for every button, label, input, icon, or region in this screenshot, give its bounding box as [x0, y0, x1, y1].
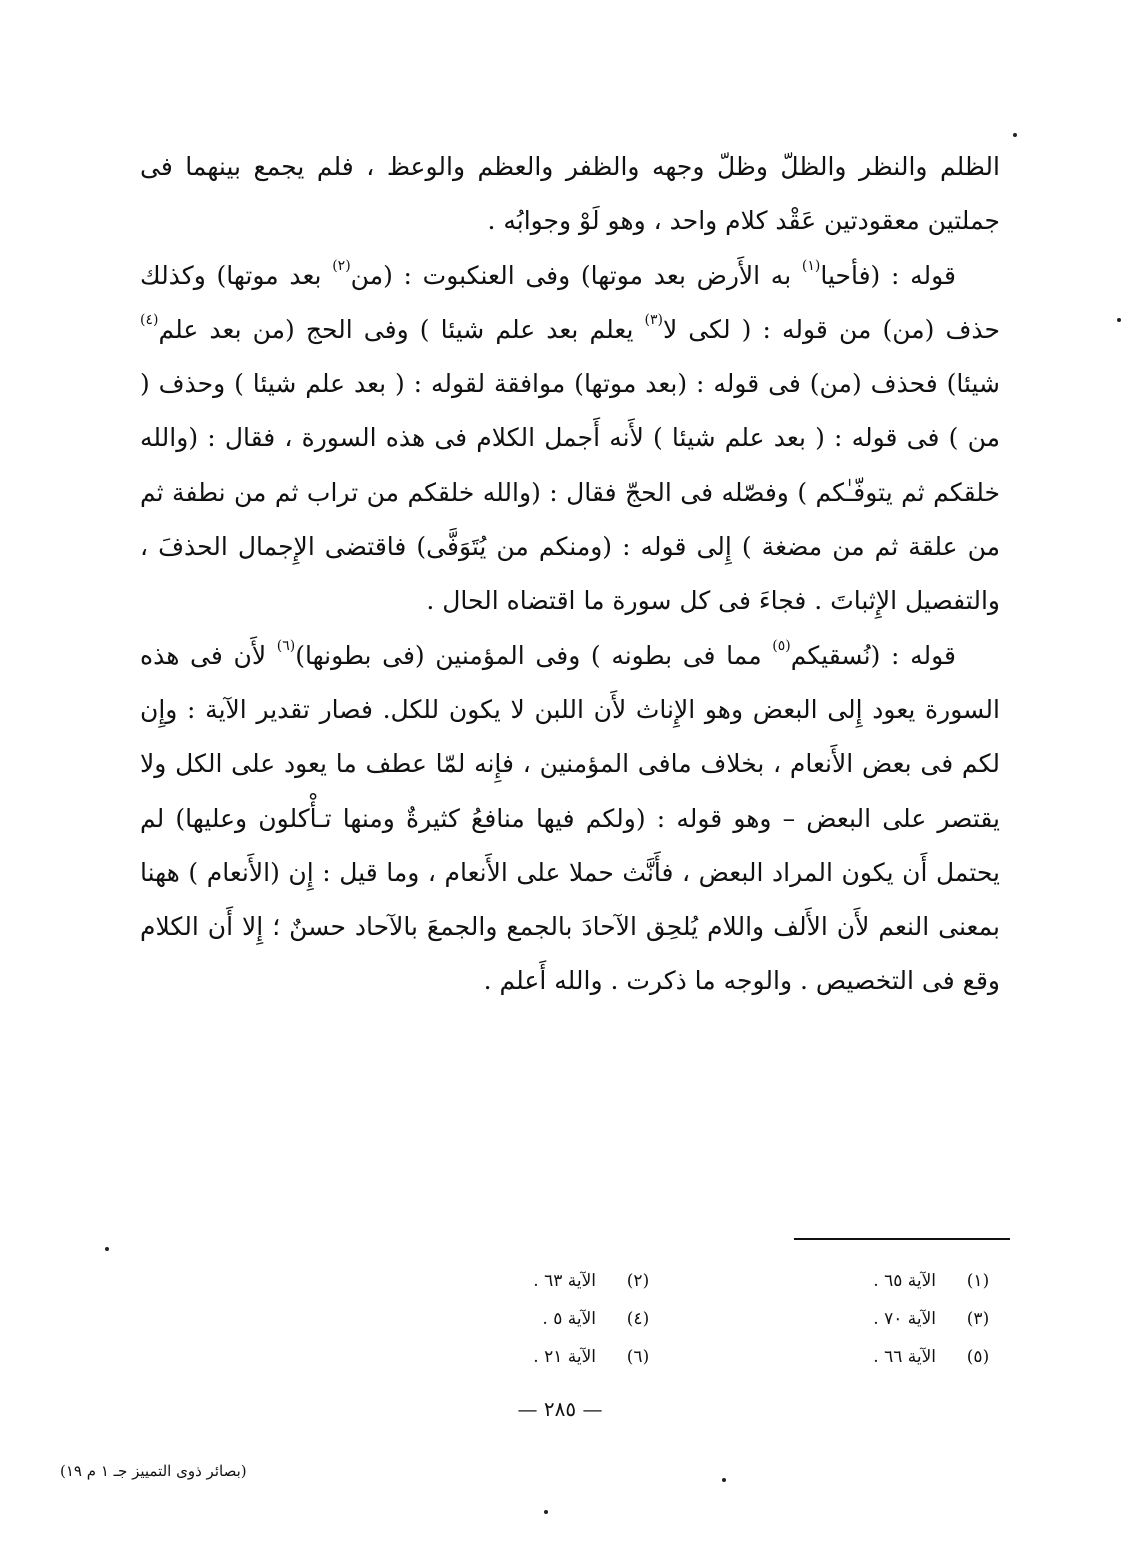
scan-speck	[722, 1478, 726, 1482]
footnote-text: الآية ٢١ .	[533, 1347, 596, 1367]
paragraph-2-text: بعد موتها) وكذلك حذف (من) من قوله : ( لكى لا	[140, 260, 1000, 344]
footnote-text: الآية ٥ .	[542, 1309, 596, 1329]
footnote-ref-6: (٦)	[276, 637, 296, 654]
footnote-item	[680, 1271, 1020, 1291]
footnote-number: (٥)	[966, 1347, 990, 1367]
paragraph-2-text: يعلم بعد علم شيئا ) وفى الحج (من بعد علم	[158, 314, 645, 344]
footnote-row	[340, 1338, 1020, 1376]
footnote-item	[340, 1309, 680, 1329]
footnote-number: (٣)	[966, 1309, 990, 1329]
footnotes	[340, 1262, 1020, 1376]
footnote-item	[340, 1347, 680, 1367]
footnote-item	[340, 1271, 680, 1291]
paragraph-3	[140, 629, 1000, 1009]
paragraph-3-text: مما فى بطونه ) وفى المؤمنين (فى بطونها)	[295, 640, 773, 670]
paragraph-2-text: قوله : (فأحيا	[820, 260, 956, 290]
paragraph-3-text: لأَن فى هذه السورة يعود إِلى البعض وهو الإِناث لأَن اللبن لا يكون للكل. فصار تقدير الآية : وإِن لكم فى بعض الأَنعام ، بخلاف مافى المؤمنين ، فإِنه لمّا عطف ما يعود على الكل ولا يقتصر على البعض – وهو قوله : (ولكم فيها منافعُ كثيرةٌ ومنها تـأْكلون وعليها) لم يحتمل أَن يكون المراد البعض ، فأَنَّث حملا على الأَنعام ، وما قيل : إِن (الأَنعام ) ههنا بمعنى النعم لأَن الأَلف واللام يُلحِق الآحادَ بالجمع والجمعَ بالآحاد حسنٌ ؛ إِلا أَن الكلام وقع فى التخصيص . والوجه ما ذكرت . والله أَعلم .	[140, 640, 1000, 996]
scan-speck	[105, 1247, 109, 1251]
footnote-ref-1: (١)	[801, 257, 821, 274]
footnote-number: (٢)	[626, 1271, 650, 1291]
footnote-item	[680, 1347, 1020, 1367]
paragraph-2-text: به الأَرض بعد موتها) وفى العنكبوت : (من	[350, 260, 802, 290]
footnote-number: (٦)	[626, 1347, 650, 1367]
footnote-ref-5: (٥)	[772, 637, 791, 654]
page-number: — ٢٨٥ —	[517, 1397, 603, 1421]
footnote-row	[340, 1262, 1020, 1300]
footnote-ref-4: (٤)	[140, 311, 159, 328]
footnote-text: الآية ٦٥ .	[873, 1271, 936, 1291]
running-footer: (بصائر ذوى التمييز جـ ١ م ١٩)	[60, 1462, 247, 1480]
footnote-row	[340, 1300, 1020, 1338]
footnote-ref-3: (٣)	[644, 311, 663, 328]
paragraph-2-text: شيئا) فحذف (من) فى قوله : (بعد موتها) موافقة لقوله : ( بعد علم شيئا ) وحذف ( من ) فى قوله : ( بعد علم شيئا ) لأَنه أَجمل الكلام فى هذه السورة ، فقال : (والله خلقكم ثم يتوفّـٰكم ) وفصّله فى الحجّ فقال : (والله خلقكم من تراب ثم من نطفة ثم من علقة ثم من مضغة ) إِلى قوله : (ومنكم من يُتَوَفَّى) فاقتضى الإِجمال الحذفَ ، والتفصيل الإِثباتَ . فجاءَ فى كل سورة ما اقتضاه الحال .	[140, 369, 1000, 616]
scan-speck	[1013, 133, 1017, 137]
main-text	[140, 140, 1000, 1009]
paragraph-2	[140, 249, 1000, 629]
footnote-ref-2: (٢)	[332, 257, 351, 274]
footnote-text: الآية ٦٣ .	[533, 1271, 596, 1291]
footnote-text: الآية ٦٦ .	[873, 1347, 936, 1367]
paragraph-1: الظلم والنظر والظلّ وظلّ وجهه والظفر والعظم والوعظ ، فلم يجمع بينهما فى جملتين معقودتين عَقْد كلام واحد ، وهو لَوْ وجوابُه .	[140, 152, 1000, 236]
footnote-number: (١)	[966, 1271, 990, 1291]
footnote-number: (٤)	[626, 1309, 650, 1329]
scan-speck	[544, 1510, 548, 1514]
footnote-text: الآية ٧٠ .	[873, 1309, 936, 1329]
scan-speck	[1117, 318, 1121, 322]
paragraph-3-text: قوله : (نُسقيكم	[790, 640, 956, 670]
footnote-divider	[794, 1238, 1010, 1240]
footnote-item	[680, 1309, 1020, 1329]
